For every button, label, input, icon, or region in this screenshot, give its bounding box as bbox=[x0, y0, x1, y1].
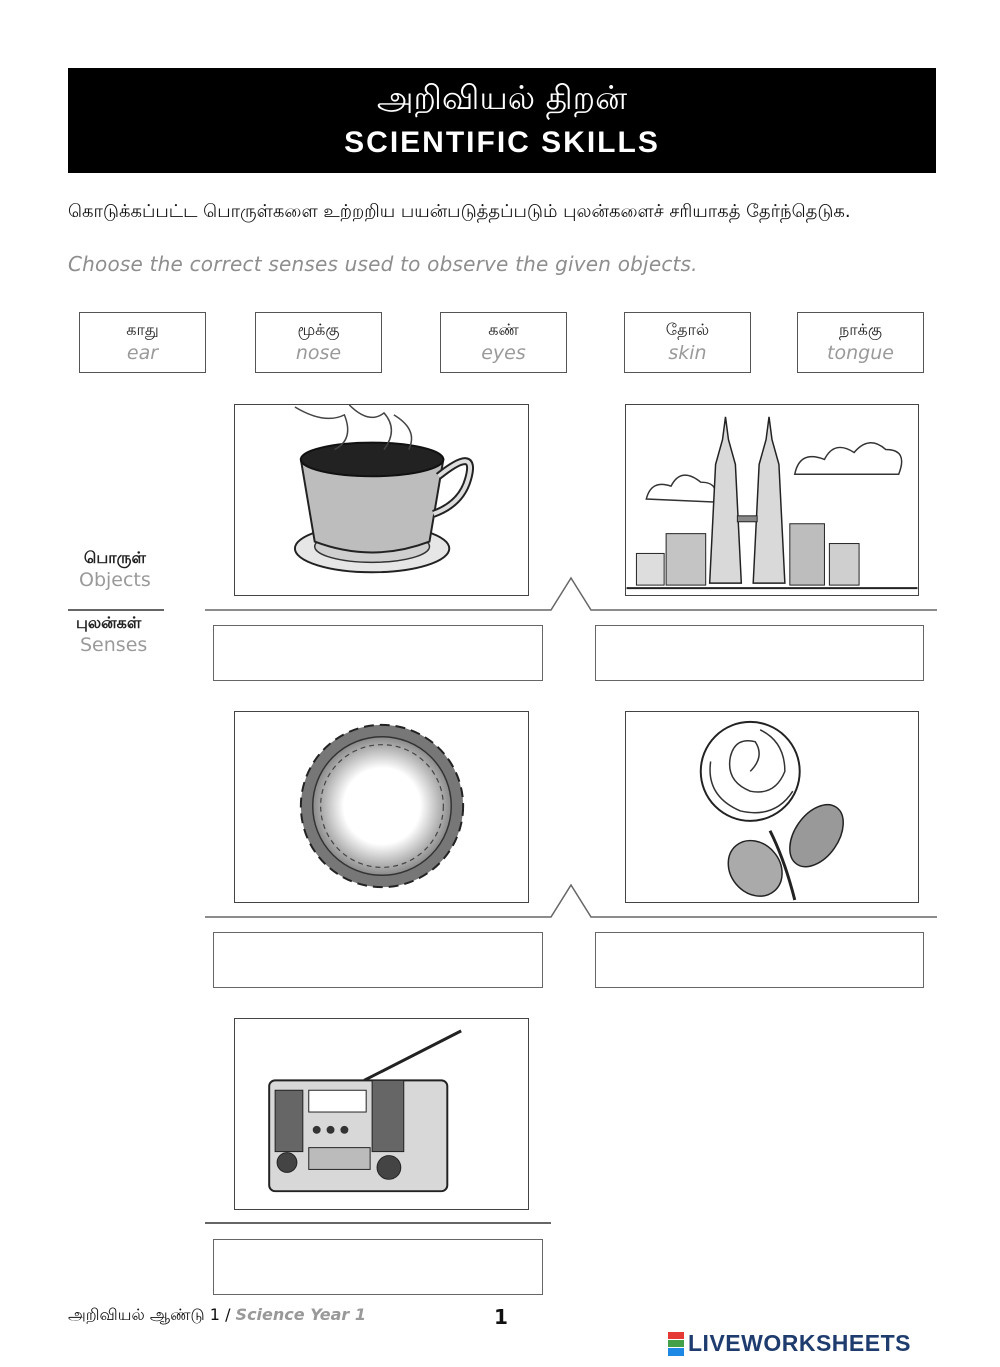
sense-label-tamil: மூக்கு bbox=[297, 320, 340, 339]
objects-label-english: Objects bbox=[79, 569, 151, 591]
answer-box-radio[interactable] bbox=[213, 1239, 543, 1295]
sense-label-english: eyes bbox=[481, 342, 526, 364]
object-frame-radio bbox=[234, 1018, 529, 1210]
radio-icon bbox=[235, 1019, 528, 1209]
title-english: SCIENTIFIC SKILLS bbox=[344, 126, 660, 159]
footer-label bbox=[68, 1305, 366, 1326]
label-divider bbox=[68, 609, 164, 611]
sense-label-english: skin bbox=[668, 342, 707, 364]
worksheet-header bbox=[68, 68, 936, 173]
answer-box-coffee[interactable] bbox=[213, 625, 543, 681]
object-frame-coffee bbox=[234, 404, 529, 596]
sense-label-english: nose bbox=[295, 342, 342, 364]
twin-towers-icon bbox=[626, 405, 918, 595]
object-frame-towers bbox=[625, 404, 919, 596]
rose-icon bbox=[626, 712, 918, 902]
sense-label-tamil: காது bbox=[126, 320, 159, 339]
liveworksheets-logo-icon bbox=[668, 1332, 684, 1356]
title-tamil: அறிவியல் திறன் bbox=[376, 78, 628, 117]
sense-option-eyes[interactable] bbox=[440, 312, 567, 373]
instruction-english: Choose the correct senses used to observe the given objects. bbox=[68, 252, 698, 276]
sense-label-tamil: கண் bbox=[488, 320, 519, 339]
sense-label-english: tongue bbox=[827, 342, 894, 364]
sense-option-tongue[interactable] bbox=[797, 312, 924, 373]
instruction-tamil: கொடுக்கப்பட்ட பொருள்களை உற்றறிய பயன்படுத்தப்படும் புலன்களைச் சரியாகத் தேர்ந்தெடுக. bbox=[68, 201, 851, 222]
sense-option-skin[interactable] bbox=[624, 312, 751, 373]
senses-label bbox=[70, 613, 147, 656]
footer-english: Science Year 1 bbox=[235, 1305, 366, 1324]
objects-label-tamil: பொருள் bbox=[83, 548, 146, 567]
senses-label-tamil: புலன்கள் bbox=[75, 613, 142, 632]
page-number: 1 bbox=[494, 1305, 508, 1329]
footer-tamil: அறிவியல் ஆண்டு 1 / bbox=[68, 1305, 236, 1324]
coffee-cup-icon bbox=[235, 405, 528, 595]
sense-option-nose[interactable] bbox=[255, 312, 382, 373]
sense-option-ear[interactable] bbox=[79, 312, 206, 373]
sense-label-english: ear bbox=[126, 342, 159, 364]
answer-box-towers[interactable] bbox=[595, 625, 924, 681]
sense-label-tamil: நாக்கு bbox=[839, 320, 882, 339]
row-divider-3 bbox=[205, 1222, 551, 1224]
sun-icon bbox=[235, 712, 528, 902]
answer-box-rose[interactable] bbox=[595, 932, 924, 988]
answer-box-sun[interactable] bbox=[213, 932, 543, 988]
sense-label-tamil: தோல் bbox=[665, 320, 710, 339]
objects-label bbox=[79, 548, 151, 591]
senses-label-english: Senses bbox=[80, 634, 148, 656]
liveworksheets-brand[interactable]: LIVEWORKSHEETS bbox=[688, 1330, 911, 1356]
object-frame-rose bbox=[625, 711, 919, 903]
object-frame-sun bbox=[234, 711, 529, 903]
